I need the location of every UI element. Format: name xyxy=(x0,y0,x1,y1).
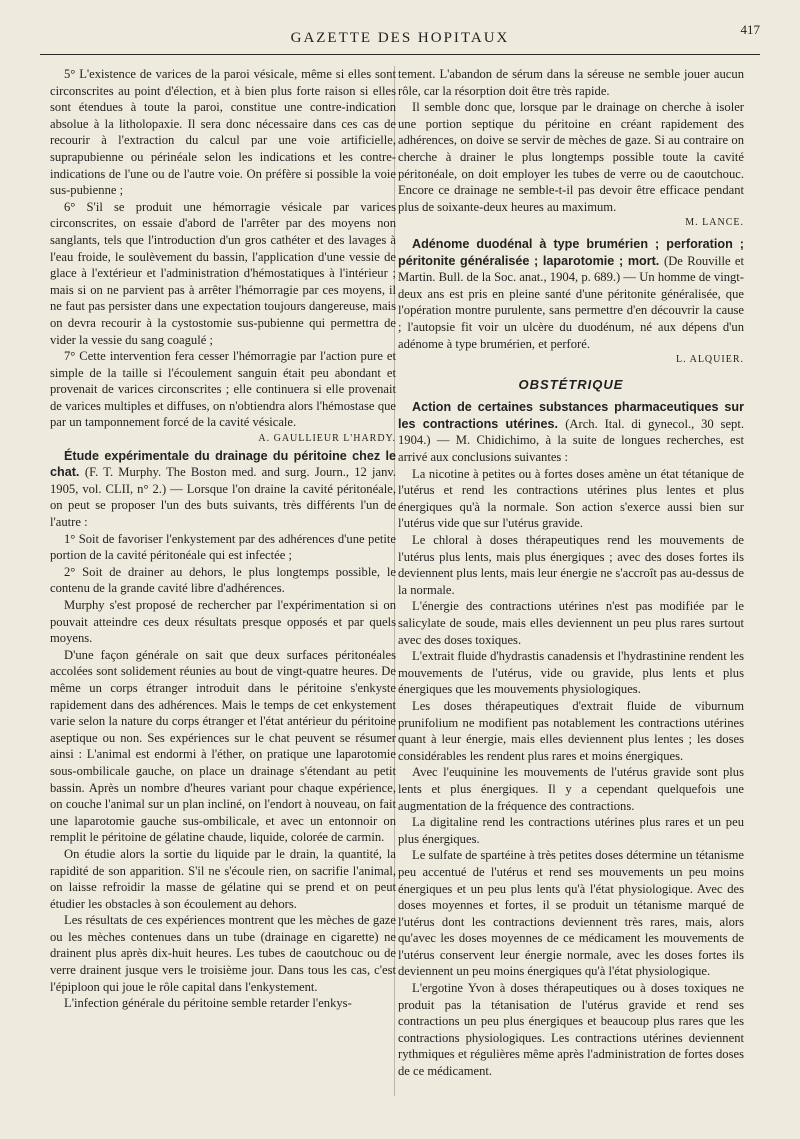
paragraph: La nicotine à petites ou à fortes doses amène un état tétanique de l'utérus et rend les contractions utérines plus lentes et plus énergiques qu'à la normale. Son action s'exerce aussi bien sur l'utérus vide que sur l'utérus gravide. xyxy=(398,466,744,531)
paragraph: Avec l'euquinine les mouvements de l'utérus gravide sont plus lents et plus énergiques. Il y a cependant quelquefois une augmentation de la fréquence des contractions. xyxy=(398,765,744,813)
article-heading xyxy=(398,399,744,465)
paragraph: Murphy s'est proposé de rechercher par l'expérimentation si on pouvait atteindre ces deux résultats presque opposés et par quels moyens. xyxy=(50,598,396,646)
page-number: 417 xyxy=(740,22,760,37)
right-column xyxy=(398,66,744,1080)
section-heading: OBSTÉTRIQUE xyxy=(518,376,624,392)
article-heading xyxy=(50,448,396,531)
page-header xyxy=(40,14,760,52)
header-rule xyxy=(40,54,760,55)
paragraph: Le chloral à doses thérapeutiques rend les mouvements de l'utérus plus lents, mais plus énergiques ; avec des doses fortes ils deviennent plus lents, mais leur énergie ne s'accroît pas au-dessus de la normale. xyxy=(398,533,744,597)
paragraph: Le sulfate de spartéine à très petites doses détermine un tétanisme peu accentué de l'utérus et rend ses mouvements un peu moins énergiques et un peu plus lents qu'à l'état physiologique. Avec des doses moyennes et fortes, il se produit un tétanisme marqué de l'utérus dont les contractions deviennent très rares, mais, alors qu'avec les doses moyennes de ce médicament les mouvements de l'utérus conservent leur énergie normale, avec les doses fortes ils deviennent un peu moins énergiques qu'à l'état physiologique. xyxy=(398,848,744,979)
paragraph: D'une façon générale on sait que deux surfaces péritonéales accolées sont solidement réunies au bout de vingt-quatre heures. De même un corps étranger introduit dans le péritoine s'enkyste rapidement dans des adhérences. Mais le temps de cet enkystement varie selon la nature du corps étranger et l'état antérieur du péritoine aseptique ou non. Ses expériences sur le chat peuvent se résumer ainsi : L'animal est endormi à l'éther, on pratique une laparotomie sous-ombilicale gauche, on place un drainage s'étendant au petit bassin. Après un nombre d'heures variant pour chaque expérience, on couche l'animal sur un plan incliné, on l'endort à nouveau, on fait une laparotomie gauche sus-ombilicale, et avec un entonnoir on remplit le péritoine de gélatine chaude, liquide, colorée de carmin. xyxy=(50,647,396,845)
article-title: Étude expérimentale du drainage du péritoine chez le chat. xyxy=(50,448,396,480)
article-reference: (F. T. Murphy. The Boston med. and surg. Journ., 12 janv. 1905, vol. CLII, n° 2.) — Lorsque l'on draine la cavité péritonéale, on peut se proposer l'un des buts suivants, très différents l'un de l'autre : xyxy=(50,465,396,530)
paragraph: L'énergie des contractions utérines n'est pas modifiée par le salicylate de soude, mais elles deviennent un peu plus rares surtout avec des doses toxiques. xyxy=(398,599,744,647)
author-signature: M. LANCE. xyxy=(685,217,744,229)
paragraph: 7° Cette intervention fera cesser l'hémorragie par l'action pure et simple de la taille si l'écoulement sanguin était peu abondant et provenait de varices circonscrites ; elle continuera si elle provenait de varices multiples et diffuses, on n'obtiendra alors l'hémostase que par un tamponnement forcé de la cavité vésicale. xyxy=(50,349,396,430)
left-column xyxy=(50,66,396,1012)
article-reference: (De Rouville et Martin. Bull. de la Soc. anat., 1904, p. 689.) — Un homme de vingt-deux ans est pris en pleine santé d'une péritonite généralisée, que l'opération montre purulente, sans permettre d'en découvrir la cause ; l'autopsie fit voir un ulcère du duodénum, né aux dépens d'un adénome à type brumérien, et perforé. xyxy=(398,253,744,351)
paragraph: La digitaline rend les contractions utérines plus rares et un peu plus énergiques. xyxy=(398,815,744,846)
paragraph: On étudie alors la sortie du liquide par le drain, la quantité, la rapidité de son apparition. S'il ne s'écoule rien, on sacrifie l'animal, on laisse refroidir la masse de gélatine qui se prend et on peut étudier les obstacles à son écoulement au dehors. xyxy=(50,846,396,911)
paragraph: 2° Soit de drainer au dehors, le plus longtemps possible, le contenu de la grande cavité libre d'adhérences. xyxy=(50,564,396,596)
paragraph: Les doses thérapeutiques d'extrait fluide de viburnum prunifolium ne modifient pas notablement les contractions utérines quant à leur énergie, mais elles deviennent plus lentes ; les doses considérables les rendent plus rares et moins énergiques. xyxy=(398,698,744,763)
paragraph: L'extrait fluide d'hydrastis canadensis et l'hydrastinine rendent les mouvements de l'utérus, vide ou gravide, plus lents et plus énergiques que les mouvements physiologiques. xyxy=(398,649,744,697)
paragraph: tement. L'abandon de sérum dans la séreuse ne semble jouer aucun rôle, car la résorption doit être très rapide. xyxy=(398,67,744,98)
paragraph: 6° S'il se produit une hémorragie vésicale par varices circonscrites, on essaie d'abord de l'arrêter par des moyens non sanglants, tels que l'introduction d'un gros cathéter et des lavages à l'eau froide, le soulèvement du bassin, l'application d'une vessie de glace à l'extérieur et l'administration d'hémostatiques à l'intérieur ; mais si on ne parvient pas à arrêter l'hémorragie par ces moyens, il ne faut pas persister dans une expectation toujours dangereuse, mais on devra recourir à la cystostomie sus-pubienne qui permettra de vider la vessie du sang coagulé ; xyxy=(50,199,396,347)
article-title: Action de certaines substances pharmaceutiques sur les contractions utérines. xyxy=(398,400,744,431)
paragraph: Les résultats de ces expériences montrent que les mèches de gaze ou les mèches contenues dans un tube (drainage en cigarette) ne drainent plus après dix-huit heures. Les tubes de caoutchouc ou de verre drainent jusque vers le troisième jour. Dans tous les cas, c'est l'épiploon qui joue le rôle capital dans l'enkystement. xyxy=(50,913,396,994)
paragraph: 5° L'existence de varices de la paroi vésicale, même si elles sont circonscrites au point d'élection, et à bien plus forte raison si elles sont étendues à toute la paroi, constitue une contre-indication absolue à la litholopaxie. Il sera donc nécessaire dans ces cas de recourir à l'extraction du calcul par une voie artificielle, suprapubienne ou périnéale selon les indications et les contre-indications de l'une ou de l'autre voie. On préfère si possible la voie sus-pubienne ; xyxy=(50,67,396,198)
paragraph: 1° Soit de favoriser l'enkystement par des adhérences d'une petite portion de la cavité péritonéale qui est infectée ; xyxy=(50,531,396,563)
author-signature: L. ALQUIER. xyxy=(676,354,744,366)
paragraph: L'ergotine Yvon à doses thérapeutiques ou à doses toxiques ne produit pas la tétanisation de l'utérus gravide et rend ses contractions un peu plus énergiques et beaucoup plus rares que les contractions physiologiques. Les contractions utérines deviennent rythmiques et régulières même après l'administration de fortes doses de ce médicament. xyxy=(398,981,744,1079)
article-heading xyxy=(398,236,744,352)
paragraph: Il semble donc que, lorsque par le drainage on cherche à isoler une portion septique du péritoine en créant rapidement des adhérences, on doive se servir de mèches de gaze. Si au contraire on cherche à drainer le plus longtemps possible toute la cavité péritonéale, on doit employer les tubes de verre ou de caoutchouc. Encore ce drainage ne semble-t-il pas devoir être efficace pendant plus de soixante-deux heures au maximum. xyxy=(398,100,744,214)
article-reference: (Arch. Ital. di gynecol., 30 sept. 1904.) — M. Chidichimo, à la suite de longues recherches, est arrivé aux conclusions suivantes : xyxy=(398,416,744,465)
paragraph: L'infection générale du péritoine semble retarder l'enkys- xyxy=(64,996,352,1011)
article-title: Adénome duodénal à type brumérien ; perforation ; péritonite généralisée ; laparotomie ; mort. xyxy=(398,236,744,268)
journal-title: GAZETTE DES HOPITAUX xyxy=(290,30,510,46)
author-signature: A. GAULLIEUR L'HARDY. xyxy=(258,433,396,445)
